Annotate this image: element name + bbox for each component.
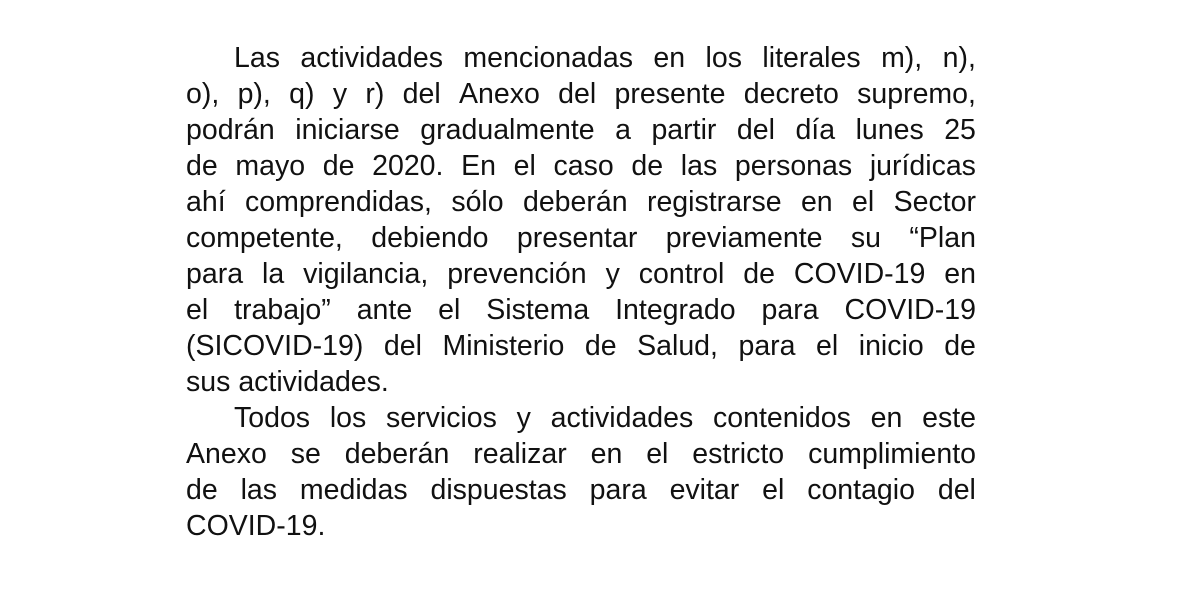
text-line: (SICOVID-19) del Ministerio de Salud, para el inicio de <box>186 330 976 362</box>
text-line: ahí comprendidas, sólo deberán registrarse en el Sector <box>186 186 976 218</box>
text-line: sus actividades. <box>186 366 389 398</box>
text-line: competente, debiendo presentar previamente su “Plan <box>186 222 976 254</box>
text-line: COVID-19. <box>186 510 326 542</box>
text-line: de mayo de 2020. En el caso de las personas jurídicas <box>186 150 976 182</box>
text-line: Todos los servicios y actividades contenidos en este <box>234 402 976 434</box>
text-line: de las medidas dispuestas para evitar el contagio del <box>186 474 976 506</box>
text-line: Las actividades mencionadas en los literales m), n), <box>234 42 976 74</box>
document-body <box>186 40 976 544</box>
text-line: para la vigilancia, prevención y control de COVID-19 en <box>186 258 976 290</box>
text-line: el trabajo” ante el Sistema Integrado para COVID-19 <box>186 294 976 326</box>
text-line: podrán iniciarse gradualmente a partir del día lunes 25 <box>186 114 976 146</box>
text-line: Anexo se deberán realizar en el estricto cumplimiento <box>186 438 976 470</box>
text-line: o), p), q) y r) del Anexo del presente decreto supremo, <box>186 78 976 110</box>
paragraph <box>186 40 976 400</box>
paragraph <box>186 400 976 544</box>
